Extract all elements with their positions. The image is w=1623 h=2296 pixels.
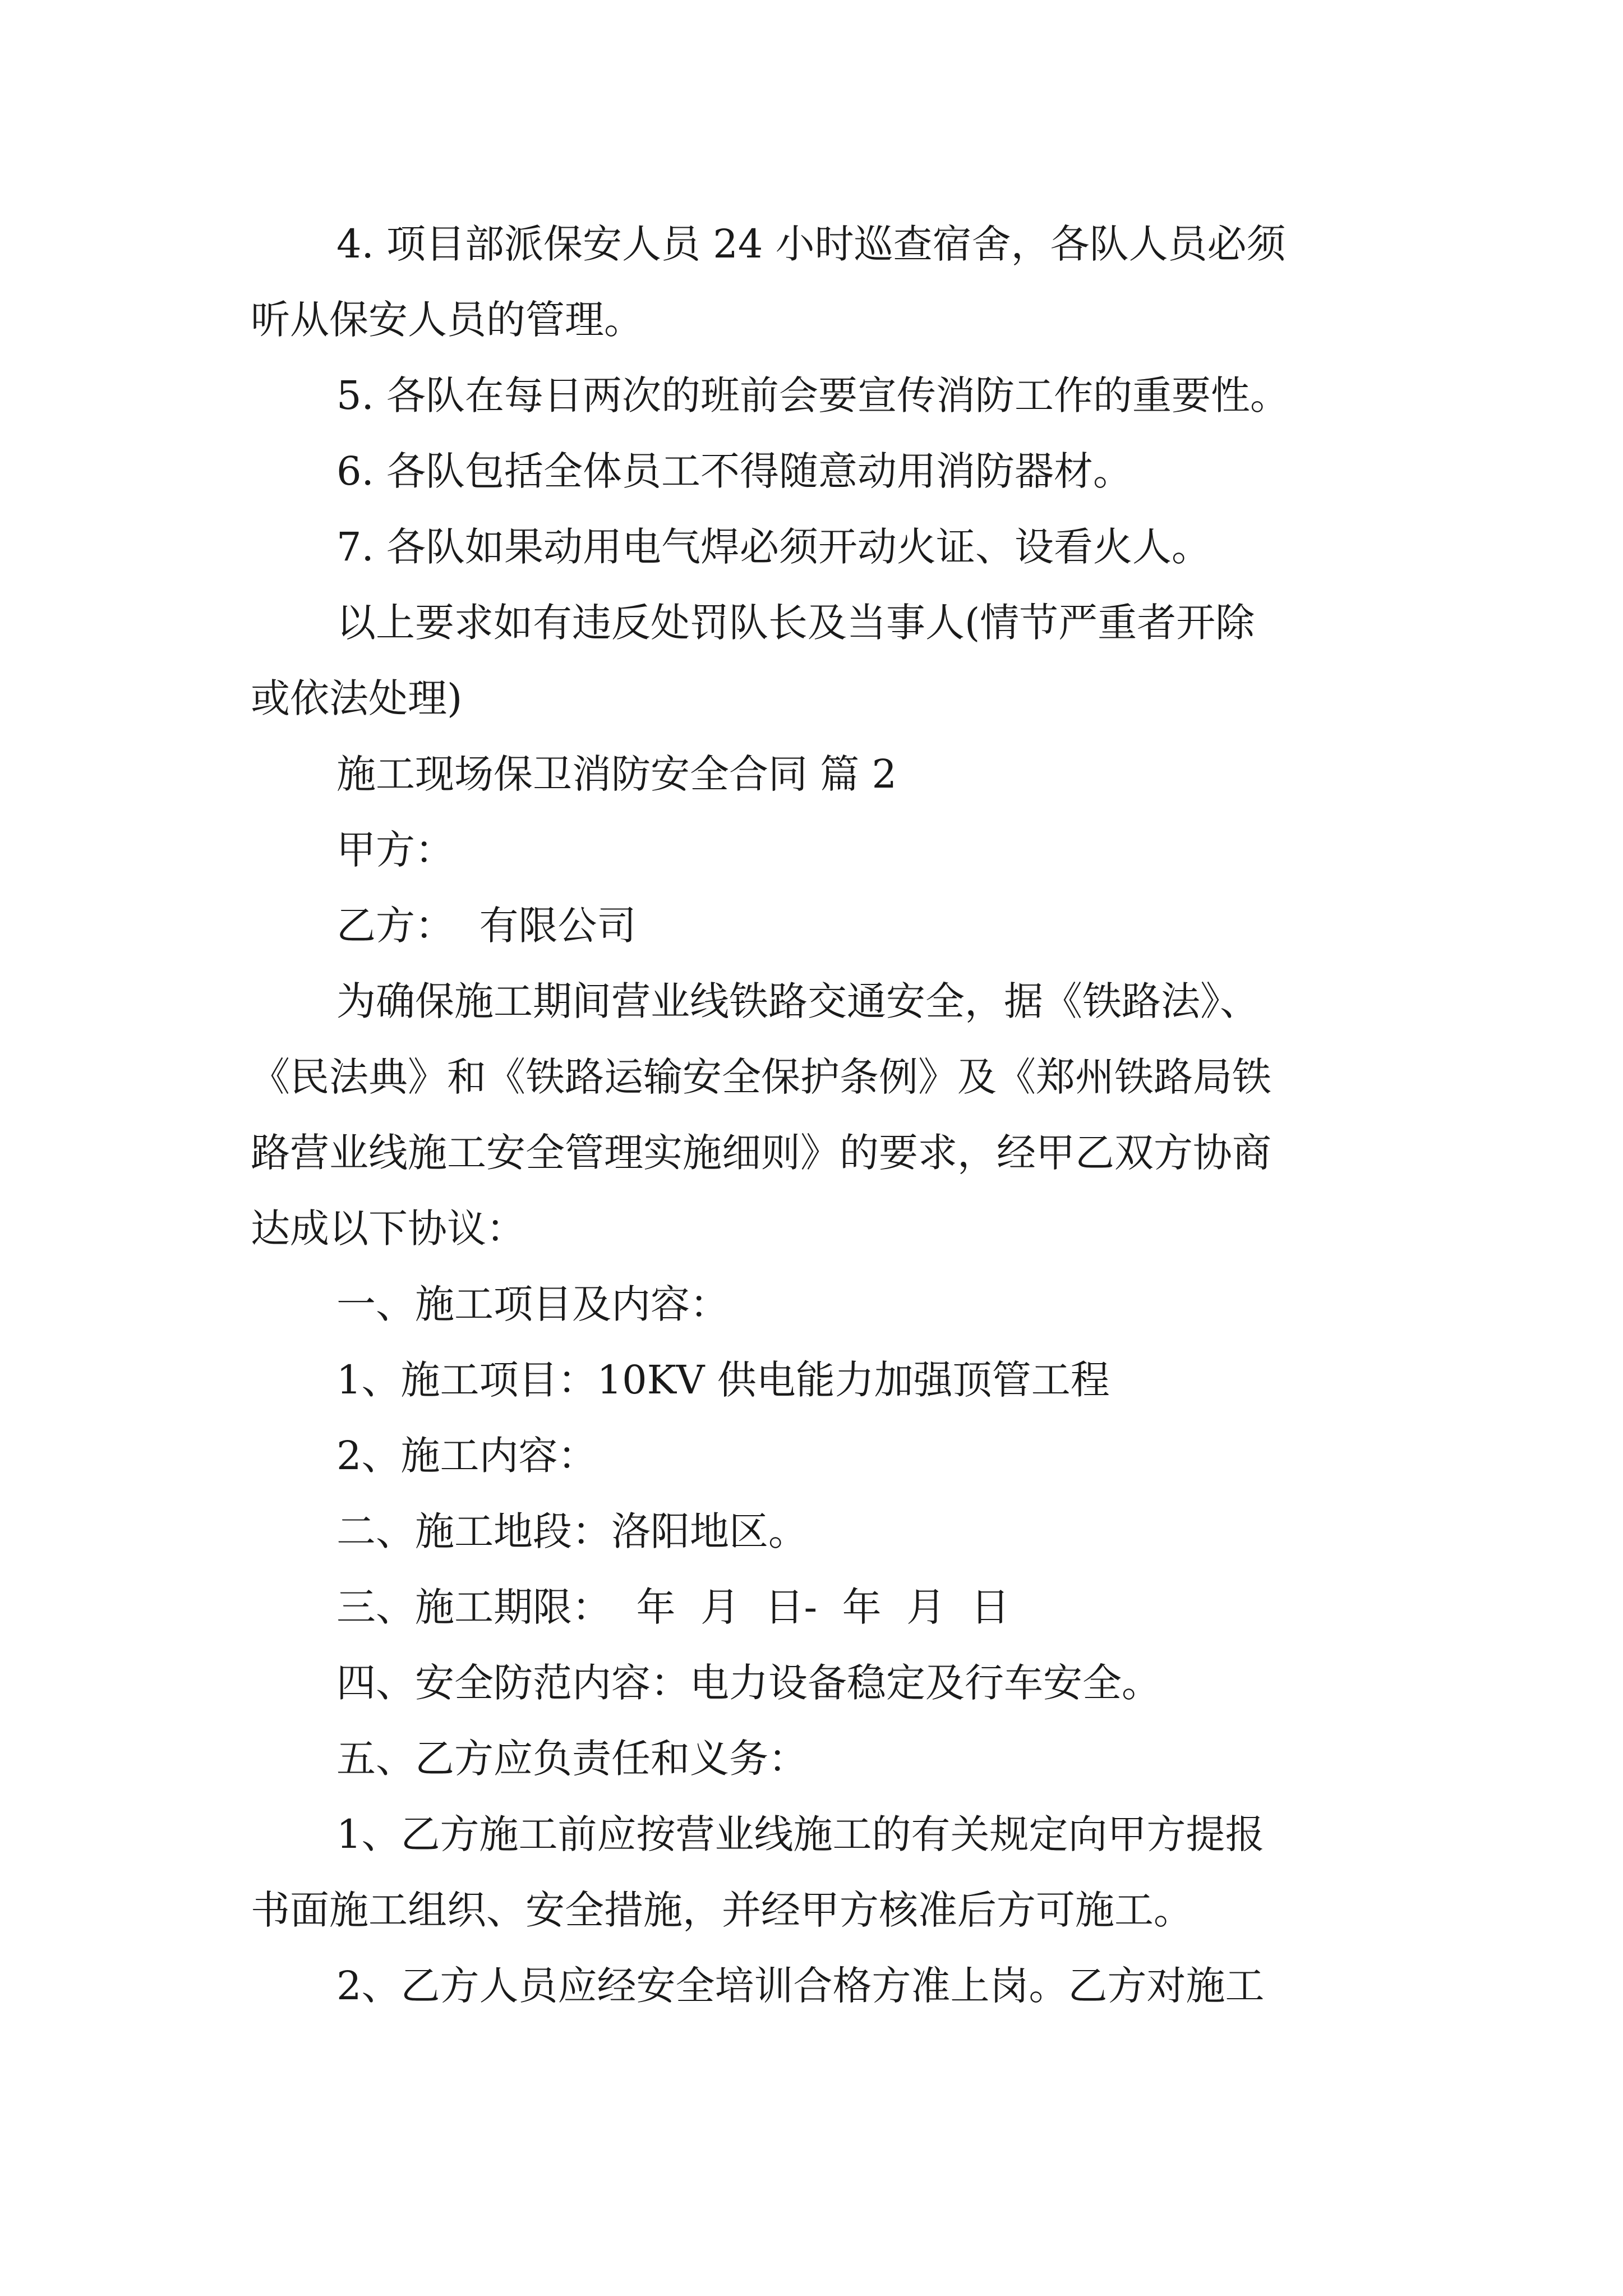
party-b-line: 乙方： 有限公司 — [336, 903, 637, 949]
text-line: 以上要求如有违反处罚队长及当事人(情节严重者开除 — [336, 600, 1255, 646]
text-line: 2、施工内容： — [336, 1433, 597, 1479]
text-line: 达成以下协议： — [251, 1205, 525, 1251]
text-line: 7. 各队如果动用电气焊必须开动火证、设看火人。 — [336, 524, 1211, 570]
text-line: 2、乙方人员应经安全培训合格方准上岗。乙方对施工 — [336, 1963, 1265, 2009]
text-line: 《民法典》和《铁路运输安全保护条例》及《郑州铁路局铁 — [251, 1054, 1271, 1100]
clause-heading: 三、施工期限： 年 月 日- 年 月 日 — [336, 1584, 1010, 1630]
clause-heading: 一、施工项目及内容： — [336, 1281, 729, 1327]
text-line: 6. 各队包括全体员工不得随意动用消防器材。 — [336, 448, 1133, 494]
text-line: 书面施工组织、安全措施，并经甲方核准后方可施工。 — [251, 1887, 1193, 1933]
section-heading: 施工现场保卫消防安全合同 篇 2 — [336, 751, 897, 797]
clause-heading: 二、施工地段：洛阳地区。 — [336, 1508, 808, 1554]
clause-heading: 五、乙方应负责任和义务： — [336, 1736, 808, 1782]
clause-heading: 四、安全防范内容：电力设备稳定及行车安全。 — [336, 1660, 1161, 1706]
text-line: 1、乙方施工前应按营业线施工的有关规定向甲方提报 — [336, 1811, 1265, 1857]
text-line: 1、施工项目：10KV 供电能力加强顶管工程 — [336, 1357, 1110, 1403]
text-line: 4. 项目部派保安人员 24 小时巡查宿舍，各队人员必须 — [336, 221, 1286, 267]
text-line: 或依法处理) — [251, 675, 463, 721]
text-line: 5. 各队在每日两次的班前会要宣传消防工作的重要性。 — [336, 372, 1290, 418]
text-line: 路营业线施工安全管理实施细则》的要求，经甲乙双方协商 — [251, 1130, 1271, 1176]
party-a-line: 甲方： — [336, 827, 454, 873]
text-line: 为确保施工期间营业线铁路交通安全，据《铁路法》、 — [336, 978, 1259, 1024]
text-line: 听从保安人员的管理。 — [251, 297, 643, 343]
